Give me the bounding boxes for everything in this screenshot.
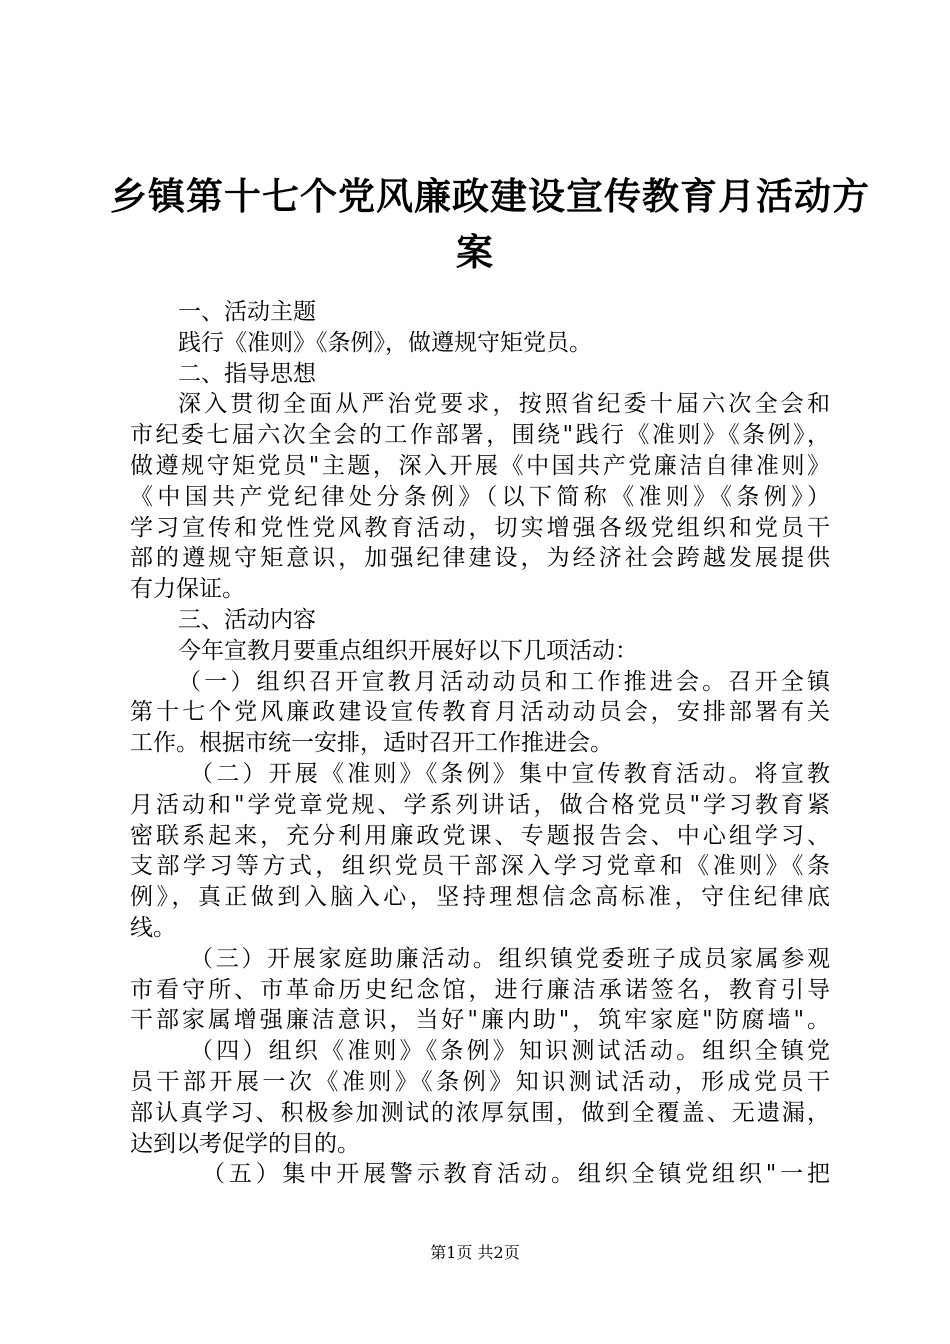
document-body <box>130 297 830 1190</box>
paragraph-line: （四）组织《准则》《条例》知识测试活动。组织全镇党 <box>190 1038 830 1065</box>
paragraph-line: 今年宣教月要重点组织开展好以下几项活动： <box>178 637 638 664</box>
paragraph-line: （二）开展《准则》《条例》集中宣传教育活动。将宣教 <box>190 760 830 787</box>
section-heading-1: 一、活动主题 <box>178 299 316 325</box>
paragraph-line: （一）组织召开宣教月活动动员和工作推进会。召开全镇 <box>178 668 830 695</box>
paragraph-line: 月活动和"学党章党规、学系列讲话，做合格党员"学习教育紧 <box>130 791 830 818</box>
paragraph-line: （三）开展家庭助廉活动。组织镇党委班子成员家属参观 <box>190 945 830 972</box>
paragraph-line: 第十七个党风廉政建设宣传教育月活动动员会，安排部署有关 <box>130 699 830 726</box>
page-number-footer: 第1页 共2页 <box>430 1243 520 1262</box>
paragraph-line: 《中国共产党纪律处分条例》（以下简称《准则》《条例》） <box>130 483 830 510</box>
paragraph-line: 市看守所、市革命历史纪念馆，进行廉洁承诺签名，教育引导 <box>130 976 830 1003</box>
paragraph-line: 员干部开展一次《准则》《条例》知识测试活动，形成党员干 <box>130 1068 830 1095</box>
paragraph-line: 例》，真正做到入脑入心，坚持理想信念高标准，守住纪律底 <box>130 884 830 911</box>
paragraph-line: 践行《准则》《条例》，做遵规守矩党员。 <box>178 329 592 356</box>
section-heading-3: 三、活动内容 <box>178 606 316 633</box>
paragraph-line: 密联系起来，充分利用廉政党课、专题报告会、中心组学习、 <box>130 822 830 849</box>
paragraph-line: 干部家属增强廉洁意识，当好"廉内助"，筑牢家庭"防腐墙"。 <box>130 1007 830 1034</box>
paragraph-line: 学习宣传和党性党风教育活动，切实增强各级党组织和党员干 <box>130 514 830 541</box>
paragraph-line: 深入贯彻全面从严治党要求，按照省纪委十届六次全会和 <box>178 391 830 418</box>
document-title-line-2: 案 <box>456 230 494 274</box>
paragraph-line: 部的遵规守矩意识，加强纪律建设，为经济社会跨越发展提供 <box>130 545 830 572</box>
paragraph-line: 做遵规守矩党员"主题，深入开展《中国共产党廉洁自律准则》 <box>130 452 830 479</box>
paragraph-line: 线。 <box>130 914 176 941</box>
paragraph-line: 有力保证。 <box>130 576 245 603</box>
paragraph-line: （五）集中开展警示教育活动。组织全镇党组织"一把 <box>202 1161 830 1188</box>
section-heading-2: 二、指导思想 <box>178 360 316 387</box>
paragraph-line: 市纪委七届六次全会的工作部署，围绕"践行《准则》《条例》， <box>130 422 830 449</box>
paragraph-line: 工作。根据市统一安排，适时召开工作推进会。 <box>130 730 613 757</box>
paragraph-line: 部认真学习、积极参加测试的浓厚氛围，做到全覆盖、无遗漏， <box>130 1099 830 1126</box>
paragraph-line: 支部学习等方式，组织党员干部深入学习党章和《准则》《条 <box>130 853 830 880</box>
document-title-line-1: 乡镇第十七个党风廉政建设宣传教育月活动方 <box>110 174 870 218</box>
paragraph-line: 达到以考促学的目的。 <box>130 1130 360 1157</box>
